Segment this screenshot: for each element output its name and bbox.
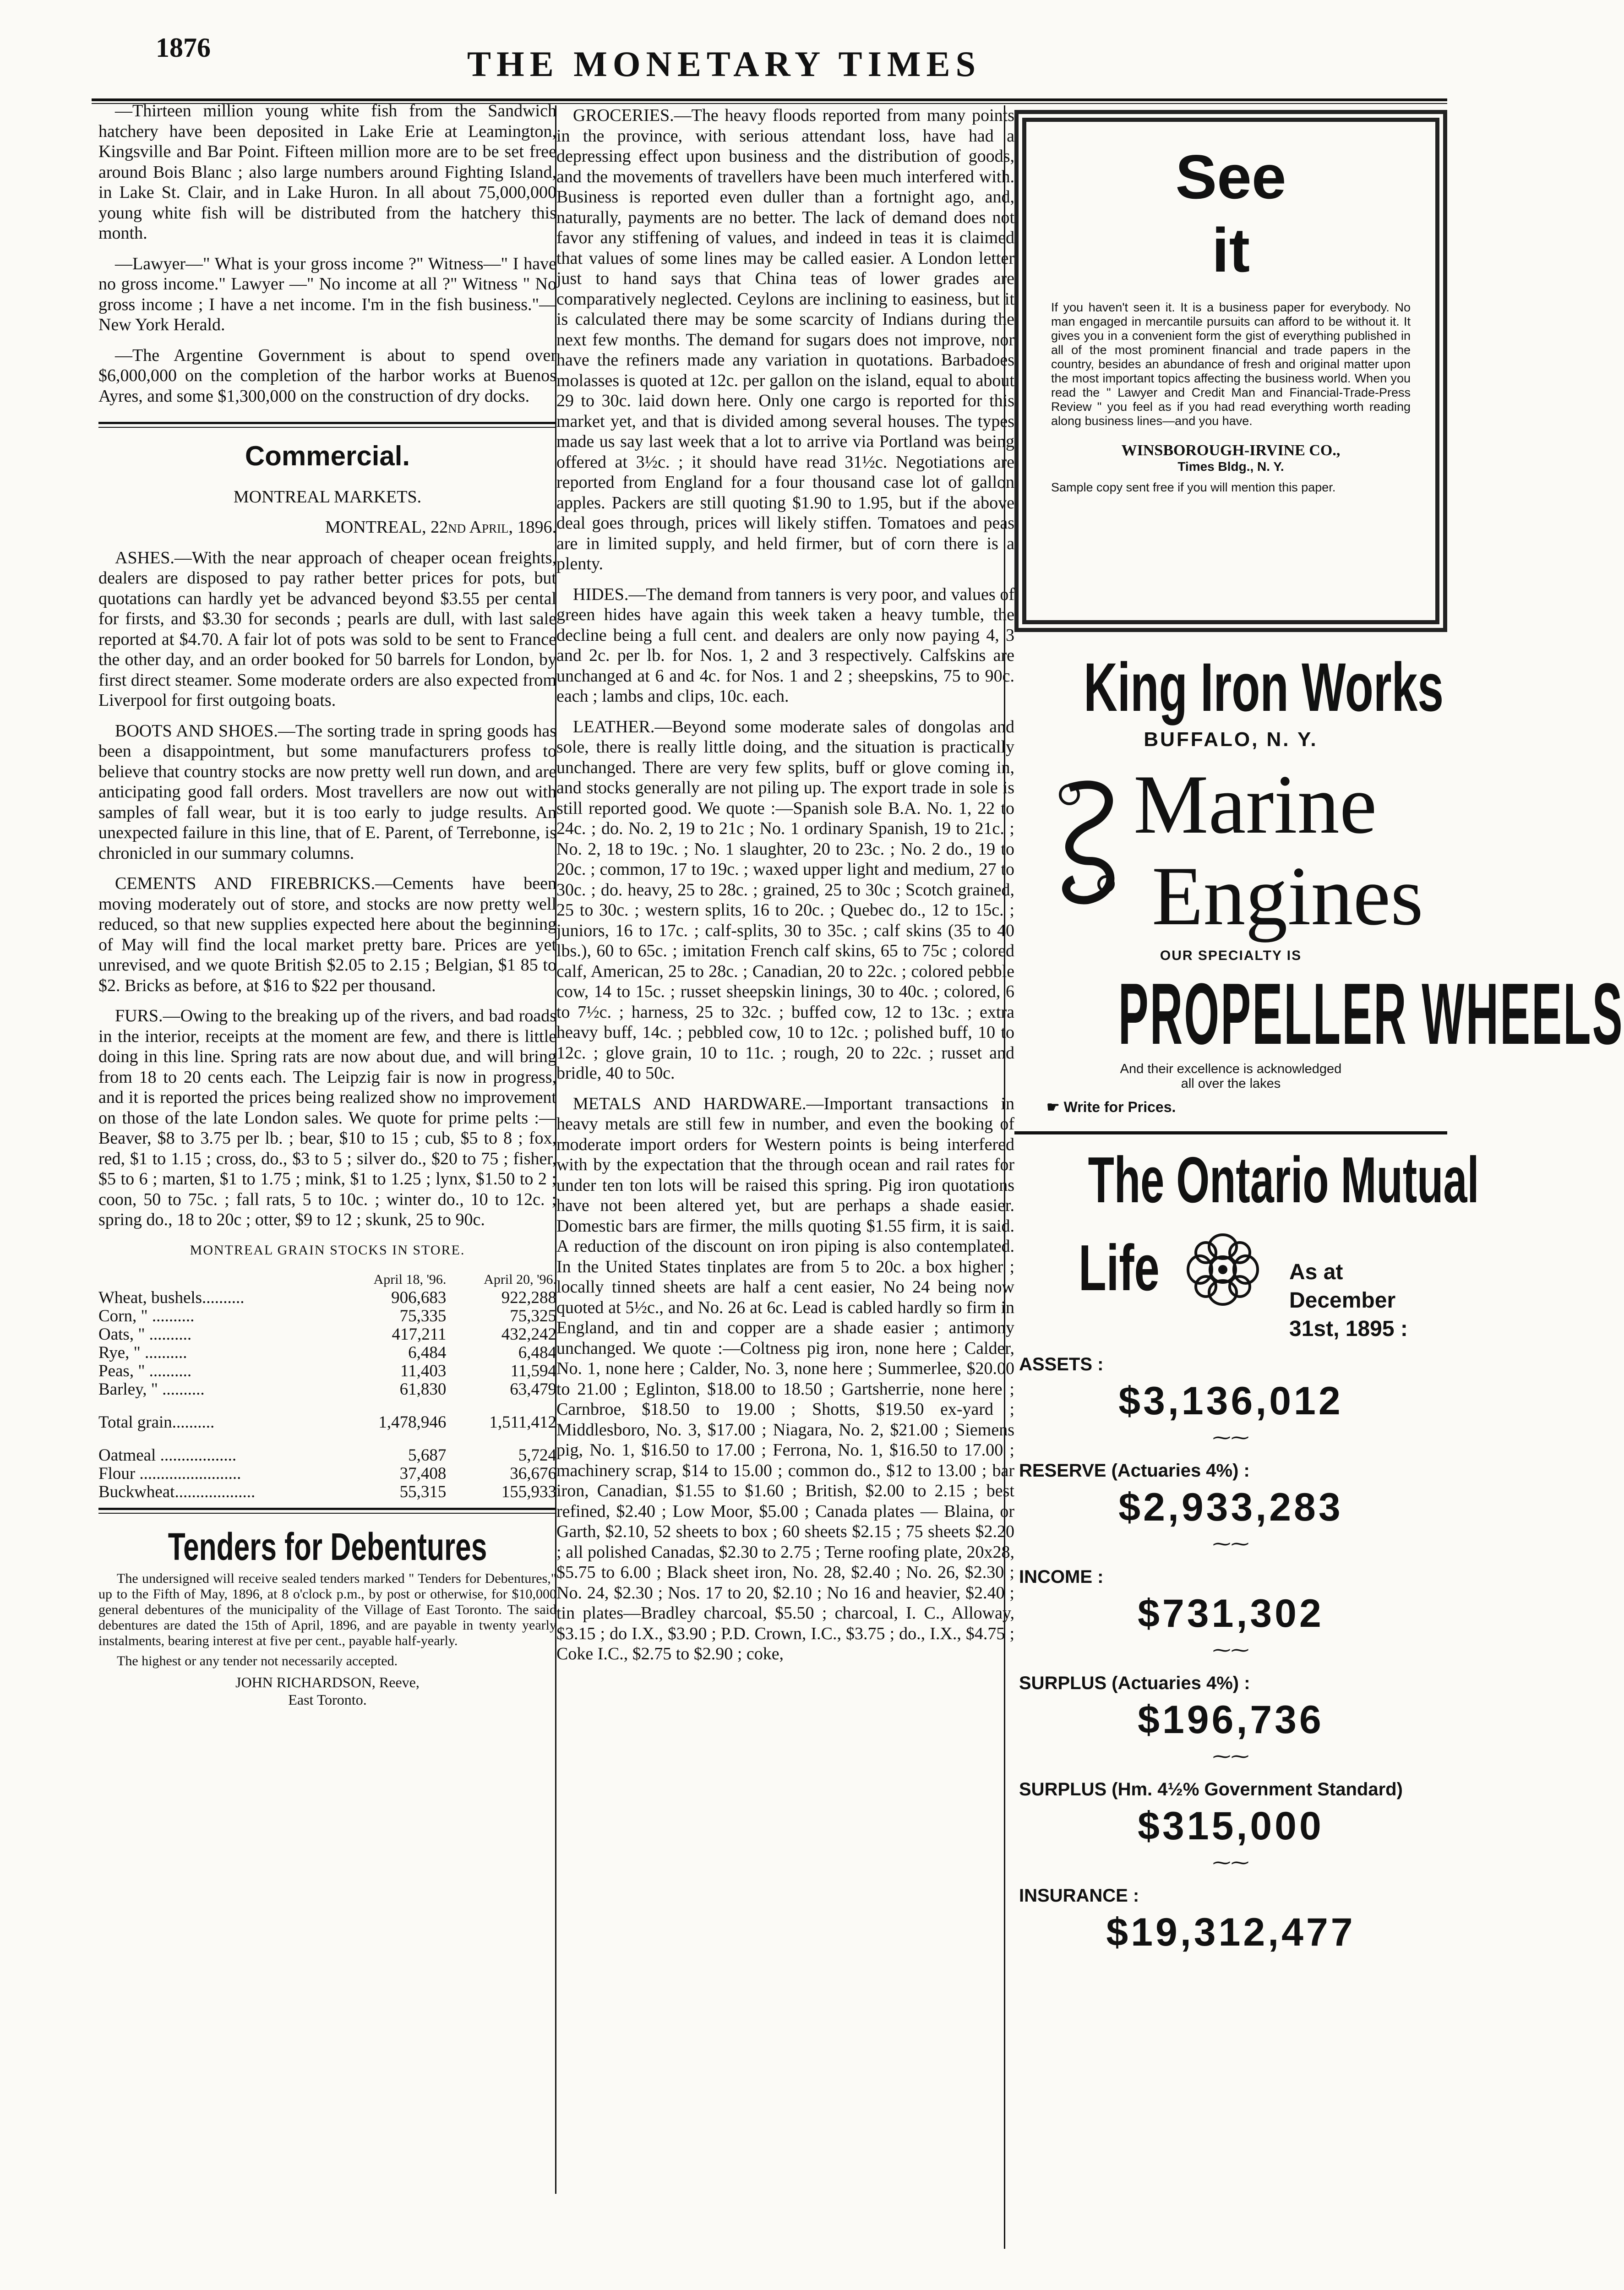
rose-emblem-icon bbox=[1179, 1226, 1266, 1313]
heading-boots: BOOTS AND SHOES. bbox=[115, 721, 278, 741]
ontario-mutual-title: The Ontario Mutual bbox=[1088, 1144, 1479, 1216]
table-row-total bbox=[98, 1413, 556, 1432]
grain-label: Wheat, bushels.......... bbox=[98, 1288, 245, 1307]
grain-label: Rye, " .......... bbox=[98, 1343, 187, 1362]
grain-label: Flour ........................ bbox=[98, 1464, 241, 1483]
figure-income bbox=[1014, 1567, 1447, 1659]
tenders-note: The highest or any tender not necessarily accepted. bbox=[117, 1653, 398, 1668]
grain-value: 37,408 bbox=[399, 1464, 447, 1483]
see-it-footnote: Sample copy sent free if you will mention this paper. bbox=[1051, 480, 1336, 494]
ornamental-letter-icon bbox=[1051, 769, 1129, 907]
swash-ornament-icon: ⁓⁓ bbox=[1212, 1852, 1249, 1873]
figure-label: RESERVE (Actuaries 4%) : bbox=[1019, 1461, 1250, 1481]
grain-label: Total grain.......... bbox=[98, 1413, 215, 1432]
grain-label: Barley, " .......... bbox=[98, 1380, 205, 1399]
heading-cements: CEMENTS AND FIREBRICKS. bbox=[115, 874, 376, 893]
table-row bbox=[98, 1446, 556, 1465]
see-it-advertisement bbox=[1014, 110, 1447, 632]
as-at-line: December bbox=[1289, 1288, 1396, 1313]
king-city: BUFFALO, N. Y. bbox=[1144, 728, 1318, 751]
advertisement-column bbox=[1014, 105, 1624, 1955]
text-boots: —The sorting trade in spring goods has been a disappointment, but some manufacturers profess to believe that country stocks are now pretty well run down, and are anticipating good fall orders. Most travellers are now out with samples of fall wear, but it is too early to judge results. An unexpected failure in this line, that of E. Parent, of Terrebonne, is chronicled in our summary columns. bbox=[98, 721, 556, 863]
engines-word: Engines bbox=[1152, 849, 1423, 943]
figure-insurance bbox=[1014, 1886, 1447, 1955]
page-number: 1876 bbox=[156, 33, 211, 63]
grain-value: 63,479 bbox=[510, 1380, 556, 1399]
as-at-date bbox=[1289, 1258, 1408, 1343]
grain-value: 55,315 bbox=[399, 1483, 447, 1501]
figure-label: SURPLUS (Hm. 4½% Government Standard) bbox=[1019, 1779, 1403, 1799]
grain-label: Peas, " .......... bbox=[98, 1362, 192, 1380]
specialty-label: OUR SPECIALTY IS bbox=[1160, 948, 1302, 963]
ad-divider bbox=[1014, 1131, 1447, 1134]
table-row bbox=[98, 1307, 556, 1325]
grain-value: 432,242 bbox=[501, 1325, 556, 1344]
section-rule bbox=[98, 1508, 556, 1510]
swash-ornament-icon: ⁓⁓ bbox=[1212, 1746, 1249, 1767]
figure-value: $315,000 bbox=[1138, 1804, 1324, 1848]
grain-value: 75,325 bbox=[510, 1307, 556, 1325]
dateline: MONTREAL, 22nd April, 1896. bbox=[325, 518, 556, 537]
life-block bbox=[1014, 1217, 1447, 1354]
see-title-line: See bbox=[1175, 142, 1286, 212]
excellence-line bbox=[1014, 1062, 1447, 1091]
paragraph-ashes bbox=[98, 548, 556, 711]
grain-value: 11,594 bbox=[510, 1362, 556, 1380]
grain-value: 5,687 bbox=[408, 1446, 447, 1465]
text-groceries: —The heavy floods reported from many points in the province, with serious attendant loss, have had a depressing effect upon business and the distribution of goods, and the movements of travellers have been much interfered with. Business is reported even duller than a fortnight ago, and, naturally, payments are no better. The lack of demand does not favor any stiffening of values, and indeed in teas it is claimed that values of some lines may be called easier. A London letter just to hand says that China teas of lower grades are comparatively neglected. Ceylons are inclining to easiness, but it is calculated there may be some scarcity of Indians during the next few months. The demand for sugars does not improve, nor have the refiners made any variation in quotations. Barbadoes molasses is quoted at 12c. per gallon on the island, equal to about 29 to 30c. laid down here. Only one cargo is reported for this market yet, and that is divided among several houses. The types made us say last week that a lot to arrive via Portland was being offered at 3½c. ; it should have read 31½c. Negotiations are reported from England for a four thousand case lot of gallon apples. Packers are still quoting $1.90 to 1.95, but if the above deal goes through, prices will likely stiffen. Tomatoes and peas are in limited supply, and held firmer, but of corn there is a plenty. bbox=[556, 106, 1014, 573]
grain-label: Oatmeal .................. bbox=[98, 1446, 237, 1465]
figure-reserve bbox=[1014, 1461, 1447, 1553]
markets-title: MONTREAL MARKETS. bbox=[233, 487, 422, 507]
excellence-text: And their excellence is acknowledged bbox=[1120, 1062, 1342, 1076]
grain-value: 417,211 bbox=[392, 1325, 447, 1344]
king-iron-works-title: King Iron Works bbox=[1084, 649, 1444, 725]
grain-value: 75,335 bbox=[399, 1307, 447, 1325]
heading-leather: LEATHER. bbox=[573, 717, 655, 736]
it-title-line: it bbox=[1211, 215, 1250, 285]
figure-surplus-actuaries bbox=[1014, 1673, 1447, 1766]
column-2 bbox=[556, 105, 1014, 1674]
text-hides: —The demand from tanners is very poor, and values of green hides have again this week taken a heavy tumble, the decline being a full cent. and dealers are only now paying 4, 3 and 2c. per lb. for Nos. 1, 2 and 3 respectively. Calfskins are unchanged at 6 and 4c. for Nos. 1 and 2 ; sheepskins, 75 to 90c. each ; lambs and clips, 10c. each. bbox=[556, 584, 1014, 706]
grain-col-header: April 20, '96. bbox=[484, 1272, 556, 1287]
paragraph-leather bbox=[556, 717, 1014, 1084]
figure-label: INCOME : bbox=[1019, 1567, 1104, 1587]
grain-value: 5,724 bbox=[518, 1446, 556, 1465]
paragraph-hides bbox=[556, 584, 1014, 707]
paragraph-metals bbox=[556, 1094, 1014, 1664]
news-brief-whitefish: —Thirteen million young white fish from the Sandwich hatchery have been deposited in Lake Erie at Leamington, Kingsville and Bar Point. Fifteen million more are to be set free around Bois Blanc ; also large numbers around Fighting Island, in Lake St. Clair, and in Lake Huron. In all about 75,000,000 young white fish will be distributed from the hatchery this month. bbox=[98, 101, 556, 243]
see-it-address: Times Bldg., N. Y. bbox=[1177, 459, 1284, 474]
heading-metals: METALS AND HARDWARE. bbox=[573, 1094, 807, 1113]
swash-ornament-icon: ⁓⁓ bbox=[1212, 1427, 1249, 1448]
section-rule-thin bbox=[98, 1513, 556, 1514]
grain-col-header: April 18, '96. bbox=[373, 1272, 447, 1287]
grain-value: 36,676 bbox=[510, 1464, 556, 1483]
section-title-commercial: Commercial. bbox=[245, 441, 410, 471]
paragraph-groceries bbox=[556, 105, 1014, 574]
text-cements: —Cements have been moving moderately out of store, and stocks are now pretty well reduced, so that new supplies expected here about the beginning of May will find the local market pretty bare. Prices are yet unrevised, and we quote British $2.05 to 2.15 ; Belgian, $1 85 to $2. Bricks as before, at $16 to $22 per thousand. bbox=[98, 874, 556, 995]
table-row bbox=[98, 1380, 556, 1399]
figure-value: $2,933,283 bbox=[1118, 1485, 1343, 1529]
as-at-line: 31st, 1895 : bbox=[1289, 1317, 1408, 1341]
marine-engines-block bbox=[1014, 756, 1447, 948]
news-brief-lawyer: —Lawyer—" What is your gross income ?" Witness—" I have no gross income." Lawyer —" No income at all ?" Witness " No gross income ; I have a net income. I'm in the fish business."—New York Herald. bbox=[98, 254, 556, 334]
grain-value: 11,403 bbox=[400, 1362, 447, 1380]
figure-value: $3,136,012 bbox=[1118, 1379, 1343, 1423]
paragraph-cements bbox=[98, 873, 556, 996]
pointing-hand-icon: ☛ bbox=[1046, 1099, 1064, 1115]
see-it-body: If you haven't seen it. It is a business paper for everybody. No man engaged in mercantile pursuits can afford to be without it. It gives you in a convenient form the gist of everything published in all of the most prominent financial and trade papers in the country, besides an abundance of fresh and original matter upon the most important topics affecting the business world. When you read the " Lawyer and Credit Man and Financial-Trade-Press Review " you feel as if you had read everything worth reading along business lines—and you have. bbox=[1051, 300, 1411, 428]
figure-value: $19,312,477 bbox=[1106, 1910, 1356, 1954]
tenders-title: Tenders for Debentures bbox=[168, 1525, 487, 1568]
grain-label: Corn, " .......... bbox=[98, 1307, 195, 1325]
news-brief-argentine: —The Argentine Government is about to spend over $6,000,000 on the completion of the harbor works at Buenos Ayres, and some $1,300,000 on the construction of dry docks. bbox=[98, 345, 556, 406]
signature-place: East Toronto. bbox=[288, 1691, 367, 1708]
masthead-title: THE MONETARY TIMES bbox=[467, 44, 981, 84]
life-word: Life bbox=[1079, 1232, 1160, 1304]
figure-label: ASSETS : bbox=[1019, 1354, 1104, 1374]
paragraph-furs bbox=[98, 1006, 556, 1230]
text-metals: —Important transactions in heavy metals are still few in number, and even the booking of moderate import orders for Western points is being interfered with by the expectation that the through ocean and rail rates for under ten ton lots will be raised this spring. Pig iron quotations have not been altered yet, but are perhaps a shade easier. Domestic bars are firmer, the mills quoting $1.55 firm, it is said. A reduction of the discount on iron piping is also contemplated. In the United States tinplates are from 5 to 20c. a box higher ; locally tinned sheets are half a cent easier, No 24 being now quoted at 5½c., and No. 26 at 6c. Lead is cabled hardly so firm in England, and tin and copper are a shade easier ; antimony unchanged. We quote :—Coltness pig iron, none here ; Calder, No. 1, none here ; Calder, No. 3, none here ; Summerlee, $20.00 to 21.00 ; Eglinton, $18.00 to 18.50 ; Gartsherrie, none here ; Carnbroe, $18.50 to 19.00 ; Shotts, $19.50 ex-yard ; Middlesboro, No. 3, $17.00 ; Niagara, No. 2, $21.00 ; Siemens pig, No. 1, $16.50 to 17.00 ; Ferrona, No. 1, $16.50 to 17.00 ; machinery scrap, $14 to 15.00 ; common do., $12 to 13.00 ; bar iron, Canadian, $1.55 to $1.60 ; British, $2.00 to 2.15 ; best refined, $2.40 ; Low Moor, $5.00 ; Canada plates — Blaina, or Garth, $2.10, 52 sheets to box ; 60 sheets $2.15 ; 75 sheets $2.20 ; all polished Canadas, $2.30 to 2.75 ; Terne roofing plate, 20x28, $5.75 to 6.00 ; Black sheet iron, No. 28, $2.40 ; No. 26, $2.30 ; No. 24, $2.30 ; Nos. 17 to 20, $2.10 ; No 16 and heavier, $2.40 ; tin plates—Bradley charcoal, $5.50 ; charcoal, I. C., Alloway, $3.15 ; do I.X., $3.90 ; P.D. Crown, I.C., $3.75 ; do., I.X., $4.75 ; Coke I.C., $2.75 to $2.90 ; coke, bbox=[556, 1094, 1014, 1663]
grain-label: Buckwheat................... bbox=[98, 1483, 256, 1501]
figure-value: $196,736 bbox=[1138, 1698, 1324, 1742]
figure-value: $731,302 bbox=[1138, 1592, 1324, 1636]
text-ashes: —With the near approach of cheaper ocean freights, dealers are disposed to pay rather better prices for pots, but quotations can hardly yet be advanced beyond $3.55 per cental for firsts, and $3.30 for seconds ; pearls are dull, with last sale reported at $4.70. A fair lot of pots was sold to be sent to France the other day, and an order booked for 50 barrels for London, by first direct steamer. Some moderate orders are also expected from Liverpool for first outgoing boats. bbox=[98, 548, 556, 710]
write-for-prices bbox=[1046, 1098, 1447, 1116]
grain-value: 922,288 bbox=[501, 1288, 556, 1307]
tenders-body: The undersigned will receive sealed tenders marked " Tenders for Debentures," up to the Fifth of May, 1896, at 8 o'clock p.m., by post or otherwise, for $10,000 general debentures of the municipality of the Village of East Toronto. The said debentures are dated the 15th of April, 1896, and are payable in twenty yearly instalments, bearing interest at five per cent., payable half-yearly. bbox=[98, 1570, 556, 1648]
grain-table-title: MONTREAL GRAIN STOCKS IN STORE. bbox=[190, 1242, 465, 1258]
figure-label: INSURANCE : bbox=[1019, 1886, 1139, 1906]
grain-value: 61,830 bbox=[399, 1380, 447, 1399]
section-rule bbox=[98, 422, 556, 424]
grain-value: 6,484 bbox=[518, 1343, 556, 1362]
table-row bbox=[98, 1289, 556, 1307]
heading-hides: HIDES. bbox=[573, 584, 629, 604]
paragraph-boots bbox=[98, 721, 556, 864]
marine-word: Marine bbox=[1134, 758, 1377, 851]
grain-label: Oats, " .......... bbox=[98, 1325, 192, 1344]
figure-label: SURPLUS (Actuaries 4%) : bbox=[1019, 1673, 1250, 1693]
tenders-notice bbox=[98, 1571, 556, 1669]
heading-ashes: ASHES. bbox=[115, 548, 174, 567]
grain-value: 1,511,412 bbox=[489, 1413, 556, 1432]
figure-surplus-government bbox=[1014, 1779, 1447, 1872]
text-furs: —Owing to the breaking up of the rivers, and bad roads in the interior, receipts at the moment are few, and there is little doing in this line. Spring rats are now about due, and will bring from 18 to 20 cents each. The Leipzig fair is now in progress, and it is reported the prices being realized show no improvement on those of the late London sales. We quote for prime pelts :—Beaver, $8 to 3.75 per lb. ; bear, $10 to 15 ; cub, $5 to 8 ; fox, red, $1 to 1.15 ; cross, do., $3 to 5 ; silver do., $20 to 75 ; fisher, $5 to 6 ; marten, $1 to 1.75 ; mink, $1 to 1.25 ; lynx, $1.50 to 2 ; coon, 50 to 75c. ; fall rats, 5 to 10c. ; winter do., 10 to 12c. ; spring do., 18 to 20c ; otter, $9 to 12 ; skunk, 25 to 90c. bbox=[98, 1006, 556, 1229]
table-row bbox=[98, 1325, 556, 1344]
see-it-company: WINSBOROUGH-IRVINE CO., bbox=[1121, 442, 1341, 459]
swash-ornament-icon: ⁓⁓ bbox=[1212, 1640, 1249, 1660]
heading-groceries: GROCERIES. bbox=[573, 106, 674, 125]
tenders-signature bbox=[98, 1674, 556, 1708]
heading-furs: FURS. bbox=[115, 1006, 163, 1025]
table-row bbox=[98, 1362, 556, 1380]
grain-value: 1,478,946 bbox=[378, 1413, 447, 1432]
as-at-line: As at bbox=[1289, 1260, 1343, 1284]
write-text: Write for Prices. bbox=[1063, 1099, 1176, 1115]
signature-name: JOHN RICHARDSON, Reeve, bbox=[235, 1674, 420, 1690]
grain-value: 6,484 bbox=[408, 1343, 447, 1362]
text-leather: —Beyond some moderate sales of dongolas and sole, there is really little doing, and the situation is practically unchanged. There are very few splits, buff or glove coming in, and stocks generally are not piling up. The export trade in sole is still reported good. We quote :—Spanish sole B.A. No. 1, 22 to 24c. ; do. No. 2, 19 to 21c ; No. 1 ordinary Spanish, 19 to 21c. ; No. 2, 18 to 19c. ; No. 1 slaughter, 20 to 23c. ; No. 2 do., 19 to 20c. ; common, 17 to 19c. ; waxed upper light and medium, 27 to 30c. ; do. heavy, 25 to 28c. ; grained, 25 to 30c ; Scotch grained, 25 to 30c. ; western splits, 16 to 20c. ; Quebec do., 12 to 15c. ; juniors, 16 to 17c. ; calf-splits, 30 to 35c. ; calf skins (35 to 40 lbs.), 60 to 65c. ; imitation French calf skins, 65 to 75c ; colored calf, American, 25 to 28c. ; Canadian, 20 to 22c. ; colored pebble cow, 14 to 15c. ; russet sheepskin linings, 30 to 40c. ; colored, 6 to 7½c. ; harness, 25 to 32c. ; buffed cow, 12 to 13c. ; extra heavy buff, 14c. ; pebbled cow, 10 to 12c. ; polished buff, 10 to 12c. ; glove grain, 10 to 11c. ; rough, 20 to 22c. ; russet and bridle, 40 to 50c. bbox=[556, 717, 1014, 1083]
grain-value: 906,683 bbox=[391, 1288, 447, 1307]
figure-assets bbox=[1014, 1354, 1447, 1447]
table-row bbox=[98, 1465, 556, 1483]
see-it-title bbox=[1051, 140, 1411, 287]
grain-value: 155,933 bbox=[501, 1483, 556, 1501]
table-row bbox=[98, 1483, 556, 1501]
excellence-text: all over the lakes bbox=[1181, 1076, 1281, 1091]
grain-stocks-table bbox=[98, 1270, 556, 1501]
section-rule-thin bbox=[98, 427, 556, 428]
propeller-wheels-title: PROPELLER WHEELS bbox=[1118, 965, 1624, 1063]
swash-ornament-icon: ⁓⁓ bbox=[1212, 1533, 1249, 1554]
table-row bbox=[98, 1344, 556, 1362]
column-1 bbox=[98, 101, 556, 1708]
